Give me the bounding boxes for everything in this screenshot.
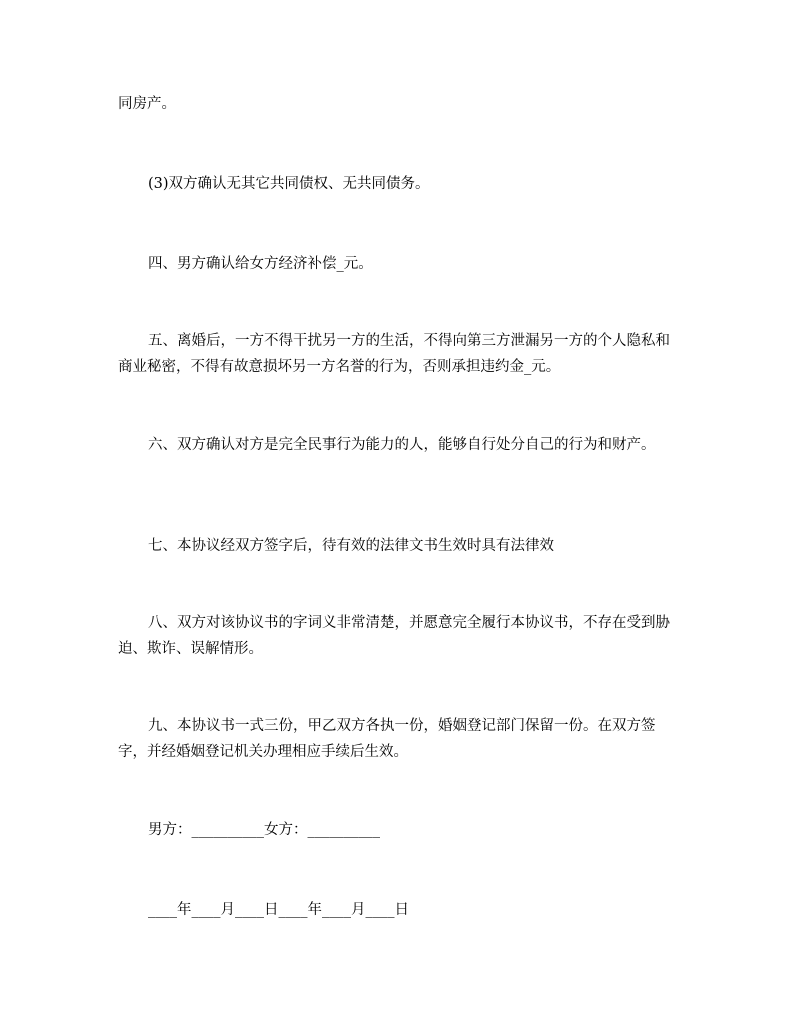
- paragraph-clause-eight: 八、双方对该协议书的字词义非常清楚，并愿意完全履行本协议书，不存在受到胁迫、欺诈、误解情形。: [118, 615, 670, 657]
- paragraph-clause-nine: 九、本协议书一式三份，甲乙双方各执一份，婚姻登记部门保留一份。在双方签字，并经婚姻登记机关办理相应手续后生效。: [118, 718, 656, 760]
- signature-line: 男方：__________女方：__________: [148, 822, 380, 838]
- paragraph-clause-3: (3)双方确认无其它共同债权、无共同债务。: [148, 176, 430, 192]
- paragraph-clause-five: 五、离婚后，一方不得干扰另一方的生活，不得向第三方泄漏另一方的个人隐私和商业秘密，不得有故意损坏另一方名誉的行为，否则承担违约金_元。: [118, 333, 670, 375]
- date-line: ____年____月____日____年____月____日: [148, 902, 409, 918]
- paragraph-clause-six: 六、双方确认对方是完全民事行为能力的人，能够自行处分自己的行为和财产。: [148, 437, 656, 453]
- paragraph-clause-four: 四、男方确认给女方经济补偿_元。: [148, 256, 373, 272]
- paragraph-continuation: 同房产。: [118, 96, 176, 112]
- paragraph-clause-seven: 七、本协议经双方签字后，待有效的法律文书生效时具有法律效: [148, 538, 554, 554]
